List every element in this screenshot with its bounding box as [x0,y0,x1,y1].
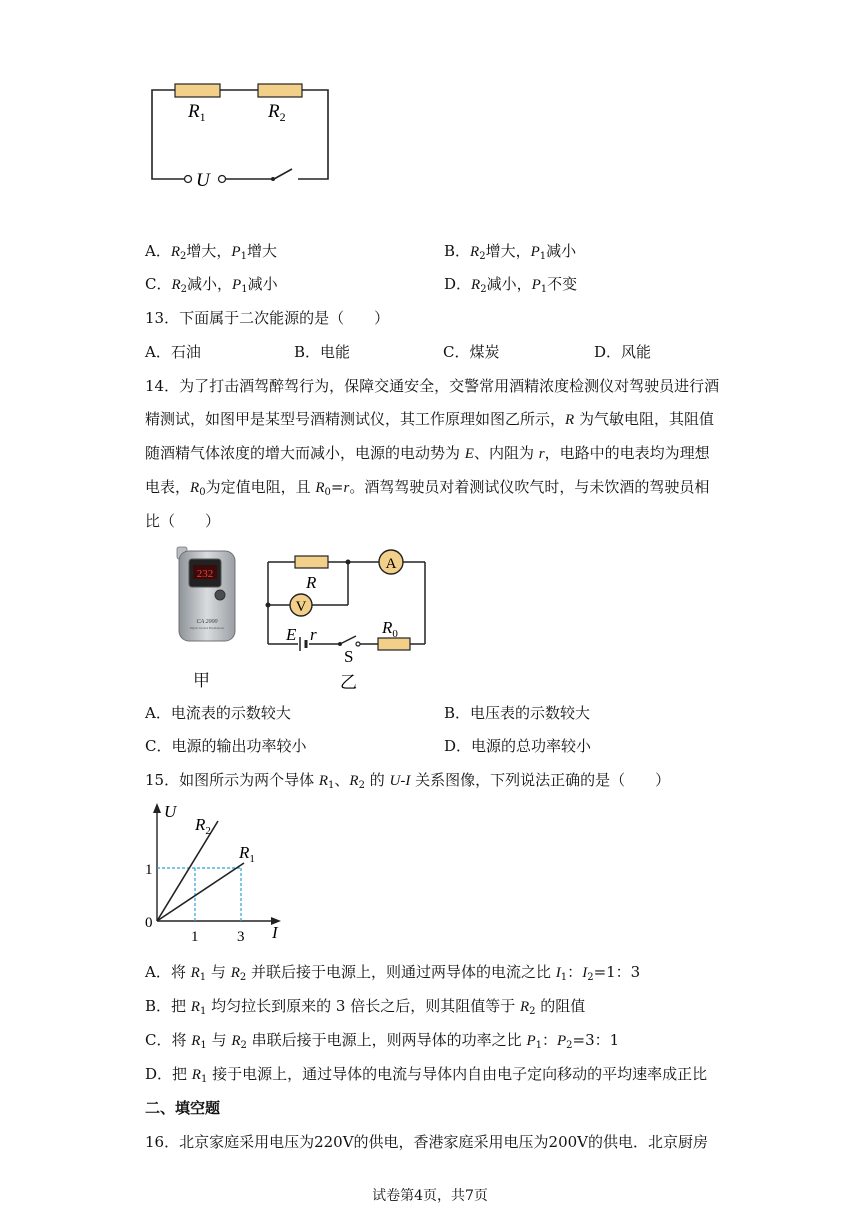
q12-option-d: D．$R_2$减小，$P_1$不变 [444,275,578,295]
label-yi: 乙 [340,673,357,692]
voltmeter-label: V [295,599,307,615]
q15-ui-graph [140,800,290,945]
label-r0: $R_0$ [382,618,398,640]
q16-stem: 16．北京家庭采用电压为220V的供电，香港家庭采用电压为200V的供电．北京厨房 [145,1133,709,1151]
terminal-left [185,176,192,183]
device-subtitle-text: Digital Alcohol Breathalyzer [189,626,225,630]
label-e: E [286,625,297,644]
q14-option-a: A．电流表的示数较大 [145,704,291,722]
q14-stem-line2: 精测试，如图甲是某型号酒精测试仪，其工作原理如图乙所示，R 为气敏电阻，其阻值 [145,410,714,428]
q13-option-d: D．风能 [594,343,652,361]
x-tick-1: 1 [191,929,199,945]
q14-option-b: B．电压表的示数较大 [444,704,591,722]
q15-option-b: B．把 $R_1$ 均匀拉长到原来的 3 倍长之后，则其阻值等于 $R_2$ 的阻值 [145,997,586,1017]
q14-stem-line5: 比（ ） [145,512,221,530]
q12-option-c: C．$R_2$减小，$P_1$减小 [145,275,278,295]
q15-option-c: C．将 $R_1$ 与 $R_2$ 串联后接于电源上，则两导体的功率之比 $P_1$：$P_2=3$：1 [145,1031,620,1051]
label-r2: $R_2$ [268,101,286,124]
label-u: U [196,170,210,191]
switch-pivot [271,177,275,181]
resistor-r1 [175,84,220,97]
x-axis-label: I [272,923,278,942]
label-r: R [306,573,317,592]
gas-sensitive-resistor-r [295,556,328,568]
q14-option-c: C．电源的输出功率较小 [145,737,307,755]
ammeter-label: A [385,556,397,572]
origin-label: 0 [145,915,153,931]
q12-option-a: A．$R_2$增大，$P_1$增大 [145,242,277,262]
resistor-r2 [258,84,302,97]
label-r1: $R_1$ [188,101,206,124]
q13-stem: 13．下面属于二次能源的是（ ） [145,309,390,327]
label-jia: 甲 [193,671,210,691]
terminal-right [219,176,226,183]
line-r1 [157,863,244,921]
section-heading-fill-in: 二、填空题 [145,1099,221,1117]
q12-option-b: B．$R_2$增大，$P_1$减小 [444,242,577,262]
label-line-r2: $R_2$ [195,815,211,837]
label-line-r1: $R_1$ [239,843,255,865]
q14-stem-line4: 电表，$R_0$为定值电阻，且 $R_0=r$。酒驾驾驶员对着测试仪吹气时，与未饮酒的驾驶员相 [145,478,710,498]
q12-circuit-diagram [140,75,340,200]
label-internal-r: r [310,625,317,644]
x-tick-3: 3 [237,929,245,945]
q13-option-a: A．石油 [145,343,201,361]
q14-stem-line1: 14．为了打击酒驾醉驾行为，保障交通安全，交警常用酒精浓度检测仪对驾驶员进行酒 [145,377,720,395]
device-screen-reading: 232 [196,568,214,580]
q14-circuit-diagram [260,548,435,693]
q15-option-a: A．将 $R_1$ 与 $R_2$ 并联后接于电源上，则通过两导体的电流之比 $I_1$：$I_2=1$：3 [145,963,641,983]
breathalyzer-device-image [165,545,240,645]
page-footer: 试卷第4页，共7页 [372,1188,488,1204]
label-switch-s: S [344,647,354,666]
q15-stem: 15．如图所示为两个导体 $R_1$、$R_2$ 的 U-I 关系图像，下列说法正确的是（ ） [145,771,671,791]
q14-option-d: D．电源的总功率较小 [444,737,592,755]
q13-option-c: C．煤炭 [443,343,500,361]
q13-option-b: B．电能 [294,343,351,361]
q14-stem-line3: 随酒精气体浓度的增大而减小，电源的电动势为 E、内阻为 r，电路中的电表均为理想 [145,444,710,462]
q15-option-d: D．把 $R_1$ 接于电源上，通过导体的电流与导体内自由电子定向移动的平均速率成正比 [145,1065,708,1085]
y-axis-label: U [164,802,177,821]
device-model-text: CA 2000 [196,619,218,625]
y-tick-1: 1 [145,862,153,878]
